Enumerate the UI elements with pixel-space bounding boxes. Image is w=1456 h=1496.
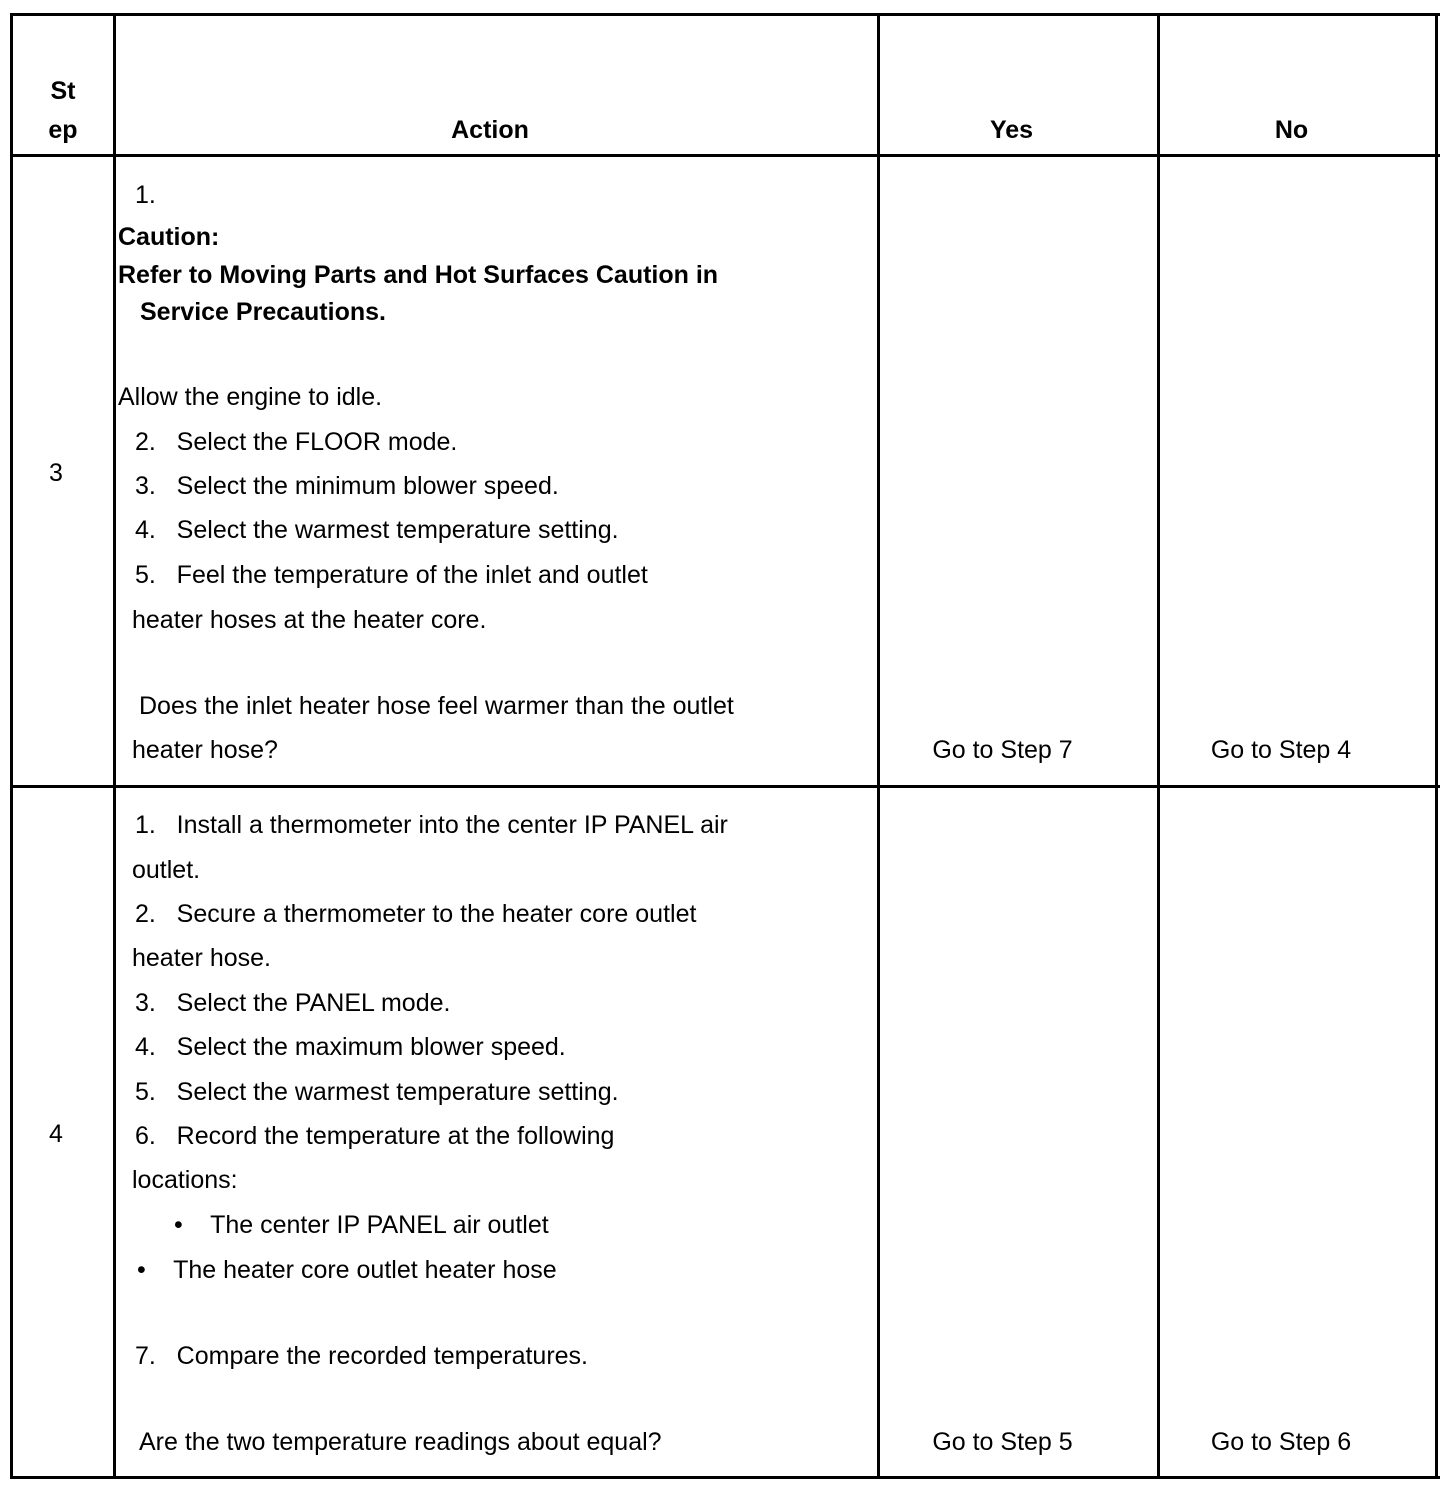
row-3-question-line2: heater hose? xyxy=(132,736,278,764)
row-3-item4: 4. Select the warmest temperature setting. xyxy=(135,516,619,544)
row-4-item2-line2: heater hose. xyxy=(132,944,271,972)
row-3-no-link[interactable]: Go to Step 4 xyxy=(1210,736,1352,764)
row-3-caution-line1: Refer to Moving Parts and Hot Surfaces Caution in xyxy=(118,261,719,289)
row-4-item1-line2: outlet. xyxy=(132,856,201,884)
row-4-yes-link[interactable]: Go to Step 5 xyxy=(932,1428,1073,1456)
row-3-caution-line2: Service Precautions. xyxy=(140,298,386,326)
header-no: No xyxy=(1274,116,1309,144)
header-step-line2: ep xyxy=(48,116,78,144)
step-column-divider xyxy=(113,13,116,1479)
row-3-item1-number: 1. xyxy=(135,181,156,209)
row-3-question-line1: Does the inlet heater hose feel warmer than the outlet xyxy=(139,692,734,720)
header-step-line1: St xyxy=(50,77,76,105)
row-3-caution-label: Caution: xyxy=(118,223,220,251)
row-4-bullet1: • The center IP PANEL air outlet xyxy=(174,1211,549,1239)
header-action: Action xyxy=(451,116,529,144)
header-yes: Yes xyxy=(989,116,1034,144)
row-4-item6-line2: locations: xyxy=(132,1166,238,1194)
row-4-item3: 3. Select the PANEL mode. xyxy=(135,989,451,1017)
row-3-yes-link[interactable]: Go to Step 7 xyxy=(932,736,1073,764)
row-4-item5: 5. Select the warmest temperature setting. xyxy=(135,1078,619,1106)
table-top-border xyxy=(10,13,1440,16)
row-4-item7: 7. Compare the recorded temperatures. xyxy=(135,1342,589,1370)
row-4-item4: 4. Select the maximum blower speed. xyxy=(135,1033,566,1061)
row-3-idle-text: Allow the engine to idle. xyxy=(118,383,383,411)
row-3-step-number: 3 xyxy=(49,459,63,487)
row-4-bullet2: • The heater core outlet heater hose xyxy=(137,1256,557,1284)
row-4-item1-line1: 1. Install a thermometer into the center IP PANEL air xyxy=(135,811,728,839)
table-bottom-border xyxy=(10,1476,1440,1479)
row-4-no-link[interactable]: Go to Step 6 xyxy=(1210,1428,1352,1456)
row-4-item2-line1: 2. Secure a thermometer to the heater core outlet xyxy=(135,900,697,928)
row-4-item6-line1: 6. Record the temperature at the following xyxy=(135,1122,615,1150)
row-3-item2: 2. Select the FLOOR mode. xyxy=(135,428,458,456)
table-right-border xyxy=(1435,13,1438,1479)
table-left-border xyxy=(10,13,13,1479)
header-bottom-border xyxy=(10,154,1440,157)
row-3-item3: 3. Select the minimum blower speed. xyxy=(135,472,559,500)
row-divider xyxy=(10,785,1440,788)
row-4-step-number: 4 xyxy=(49,1120,63,1148)
row-4-question: Are the two temperature readings about equal? xyxy=(139,1428,662,1456)
row-3-item5-line1: 5. Feel the temperature of the inlet and outlet xyxy=(135,561,648,589)
row-3-item5-line2: heater hoses at the heater core. xyxy=(132,606,487,634)
